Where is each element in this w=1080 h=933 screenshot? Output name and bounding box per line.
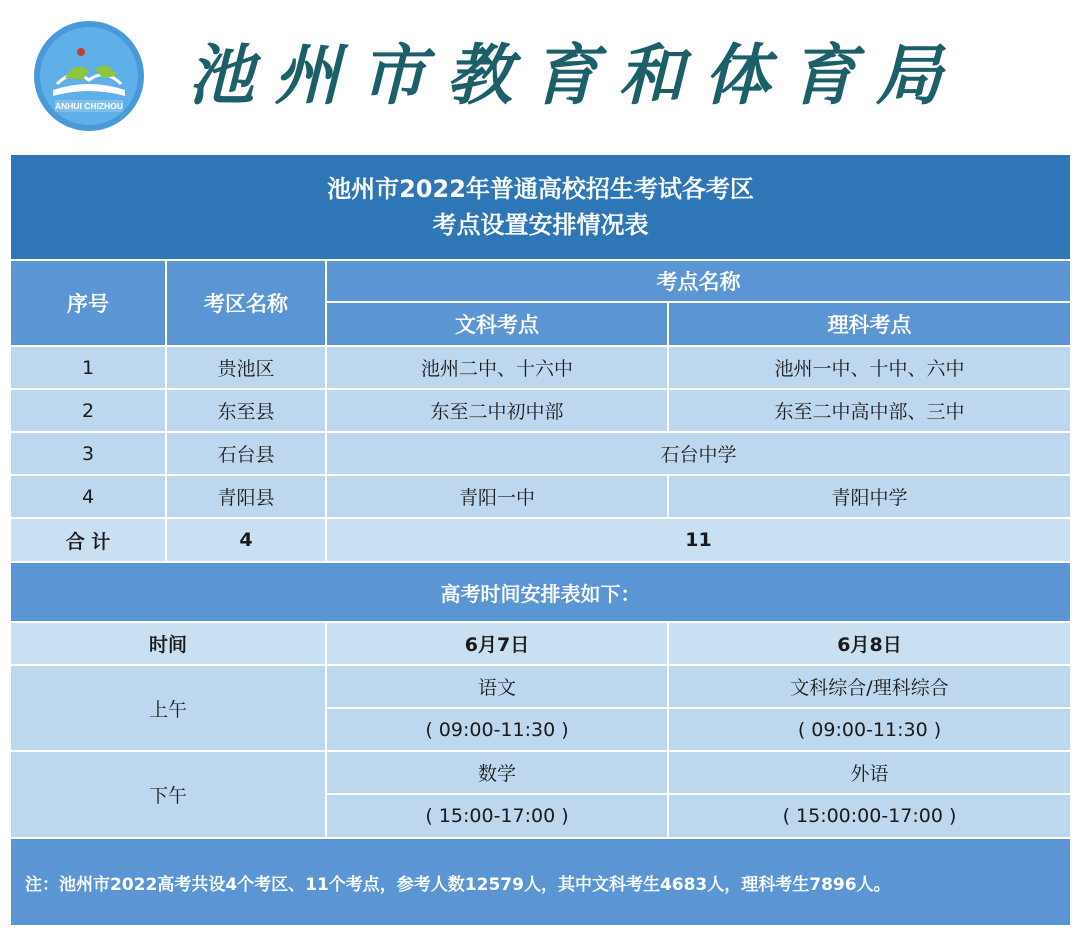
- row4-science: 青阳中学: [669, 476, 1070, 517]
- row3-district: 石台县: [167, 433, 325, 474]
- pm-day2-subject: 外语: [669, 752, 1070, 793]
- pm-day2-time: ( 15:00:00-17:00 ): [669, 795, 1070, 837]
- row2-liberal: 东至二中初中部: [327, 390, 667, 431]
- header-liberal: 文科考点: [327, 303, 667, 345]
- row4-index: 4: [11, 476, 165, 517]
- table-title: [11, 155, 1070, 259]
- am-day2-subject: 文科综合/理科综合: [669, 666, 1070, 707]
- total-sites: 11: [327, 519, 1070, 561]
- row3-merged-site: 石台中学: [327, 433, 1070, 474]
- org-name: 池州市教育和体育局: [188, 36, 962, 114]
- afternoon-label: 下午: [11, 752, 325, 837]
- row3-index: 3: [11, 433, 165, 474]
- am-day2-time: ( 09:00-11:30 ): [669, 709, 1070, 750]
- table-title-line1: 池州市2022年普通高校招生考试各考区: [327, 175, 754, 203]
- row1-liberal: 池州二中、十六中: [327, 347, 667, 388]
- row2-district: 东至县: [167, 390, 325, 431]
- header-sites: 考点名称: [327, 261, 1070, 301]
- exam-table: [11, 155, 1070, 925]
- row4-liberal: 青阳一中: [327, 476, 667, 517]
- row1-district: 贵池区: [167, 347, 325, 388]
- am-day1-time: ( 09:00-11:30 ): [327, 709, 667, 750]
- row4-district: 青阳县: [167, 476, 325, 517]
- schedule-day2-header: 6月8日: [669, 623, 1070, 664]
- total-label: 合 计: [11, 519, 165, 561]
- row1-science: 池州一中、十中、六中: [669, 347, 1070, 388]
- row2-index: 2: [11, 390, 165, 431]
- total-districts: 4: [167, 519, 325, 561]
- page-header: [0, 0, 1080, 150]
- am-day1-subject: 语文: [327, 666, 667, 707]
- header-district: 考区名称: [167, 261, 325, 345]
- header-science: 理科考点: [669, 303, 1070, 345]
- schedule-time-header: 时间: [11, 623, 325, 664]
- row1-index: 1: [11, 347, 165, 388]
- pm-day1-time: ( 15:00-17:00 ): [327, 795, 667, 837]
- pm-day1-subject: 数学: [327, 752, 667, 793]
- header-index: 序号: [11, 261, 165, 345]
- summary-note: 注：池州市2022高考共设4个考区、11个考点，参考人数12579人，其中文科考生4683人，理科考生7896人。: [11, 839, 1070, 925]
- morning-label: 上午: [11, 666, 325, 750]
- bureau-logo: [33, 20, 145, 132]
- row2-science: 东至二中高中部、三中: [669, 390, 1070, 431]
- schedule-heading: 高考时间安排表如下：: [11, 563, 1070, 621]
- schedule-day1-header: 6月7日: [327, 623, 667, 664]
- logo-text: ANHUI CHIZHOU: [55, 101, 123, 111]
- table-title-line2: 考点设置安排情况表: [432, 211, 649, 239]
